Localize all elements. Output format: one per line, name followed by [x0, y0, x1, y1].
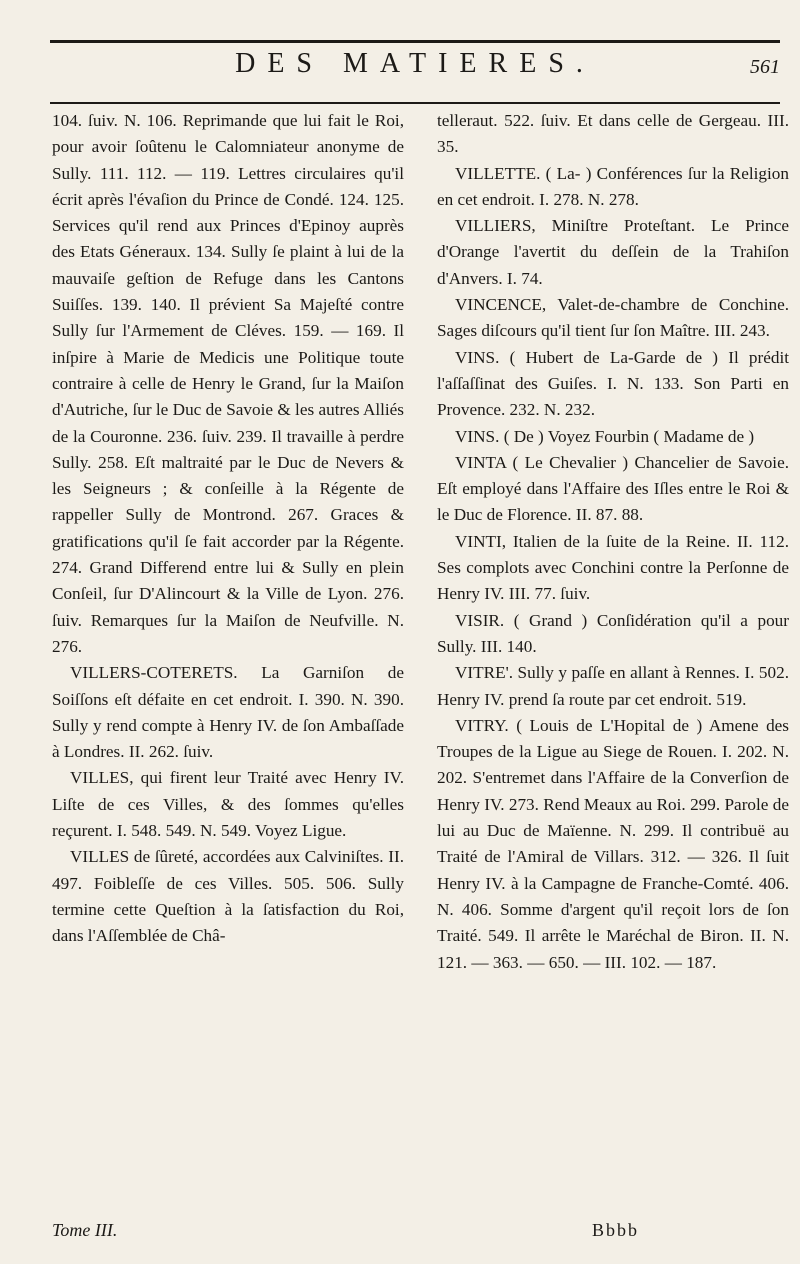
index-entry-continued: telleraut. 522. ſuiv. Et dans celle de Gergeau. III. 35. [437, 111, 789, 157]
index-entry: VILLETTE. ( La- ) Conférences ſur la Religion en cet endroit. I. 278. N. 278. [437, 163, 789, 209]
index-columns [52, 108, 789, 1228]
index-entry: VILLERS-COTERETS. La Garniſon de Soiſſons eſt défaite en cet endroit. I. 390. N. 390. Sully y rend compte à Henry IV. de ſon Ambaſſade à Londres. II. 262. ſuiv. [52, 663, 404, 762]
header-rule [50, 102, 780, 104]
index-entry: VITRE'. Sully y paſſe en allant à Rennes. I. 502. Henry IV. prend ſa route par cet endroit. 519. [437, 663, 789, 709]
header-title: DES MATIERES. [235, 48, 595, 79]
right-column [437, 108, 789, 976]
index-entry: VILLIERS, Miniſtre Proteſtant. Le Prince d'Orange l'avertit du deſſein de la Trahiſon d'Anvers. I. 74. [437, 216, 789, 288]
top-rule [50, 40, 780, 43]
index-entry: VILLES, qui firent leur Traité avec Henry IV. Liſte de ces Villes, & des ſommes qu'elles reçurent. I. 548. 549. N. 549. Voyez Ligue. [52, 768, 404, 841]
running-header [50, 44, 780, 100]
index-entry: VINS. ( Hubert de La-Garde de ) Il prédit l'aſſaſſinat des Guiſes. I. N. 133. Son Parti en Provence. 232. N. 232. [437, 347, 789, 420]
index-entry-continued: 104. ſuiv. N. 106. Reprimande que lui fait le Roi, pour avoir ſoûtenu le Calomniateur anonyme de Sully. 111. 112. — 119. Lettres circulaires qu'il écrit après l'évaſion du Prince de Condé. 124. 125. Services qu'il rend aux Princes d'Epinoy auprès des Etats Géneraux. 134. Sully ſe plaint à lui de la mauvaiſe geſtion de Refuge dans les Cantons Suiſſes. 139. 140. Il prévient Sa Majeſté contre Sully ſur l'Armement de Cléves. 159. — 169. Il inſpire à Marie de Medicis une Politique toute contraire à celle de Henry le Grand, ſur la Maiſon d'Autriche, ſur le Duc de Savoie & les autres Alliés de la Couronne. 236. ſuiv. 239. Il travaille à perdre Sully. 258. Eſt maltraité par le Duc de Nevers & les Seigneurs ; & conſeille à la Régente de rappeller Sully de Montrond. 267. Graces & gratifications qu'il ſe fait accorder par la Régente. 274. Grand Differend entre lui & Sully en plein Conſeil, ſur D'Alincourt & la Ville de Lyon. 276. ſuiv. Remarques ſur la Maiſon de Neufville. N. 276. [52, 111, 404, 656]
signature-mark: Bbbb [592, 1220, 640, 1240]
left-column [52, 108, 404, 950]
index-entry: VISIR. ( Grand ) Conſidération qu'il a pour Sully. III. 140. [437, 610, 789, 656]
page-footer [52, 1220, 782, 1250]
index-entry: VINS. ( De ) Voyez Fourbin ( Madame de ) [455, 426, 755, 446]
index-entry: VINTA ( Le Chevalier ) Chancelier de Savoie. Eſt employé dans l'Affaire des Iſles entre le Roi & le Duc de Florence. II. 87. 88. [437, 452, 789, 525]
index-entry: VINCENCE, Valet-de-chambre de Conchine. Sages diſcours qu'il tient ſur ſon Maître. III. 243. [437, 295, 789, 341]
index-entry: VITRY. ( Louis de L'Hopital de ) Amene des Troupes de la Ligue au Siege de Rouen. I. 202. N. 202. S'entremet dans l'Affaire de la Converſion de Henry IV. 273. Rend Meaux au Roi. 299. Parole de lui au Duc de Maïenne. N. 299. Il contribuë au Traité de l'Amiral de Villars. 312. — 326. Il ſuit Henry IV. à la Campagne de Franche-Comté. 406. N. 406. Somme d'argent qu'il reçoit lors de ſon Traité. 549. Il arrête le Maréchal de Biron. II. N. 121. — 363. — 650. — III. 102. — 187. [437, 715, 789, 972]
index-entry: VILLES de ſûreté, accordées aux Calviniſtes. II. 497. Foibleſſe de ces Villes. 505. 506. Sully termine cette Queſtion à la ſatisfaction du Roi, dans l'Aſſemblée de Châ- [52, 847, 404, 946]
page-number: 561 [750, 56, 780, 78]
volume-label: Tome III. [52, 1220, 118, 1240]
index-entry: VINTI, Italien de la ſuite de la Reine. II. 112. Ses complots avec Conchini contre la Perſonne de Henry IV. III. 77. ſuiv. [437, 531, 789, 604]
